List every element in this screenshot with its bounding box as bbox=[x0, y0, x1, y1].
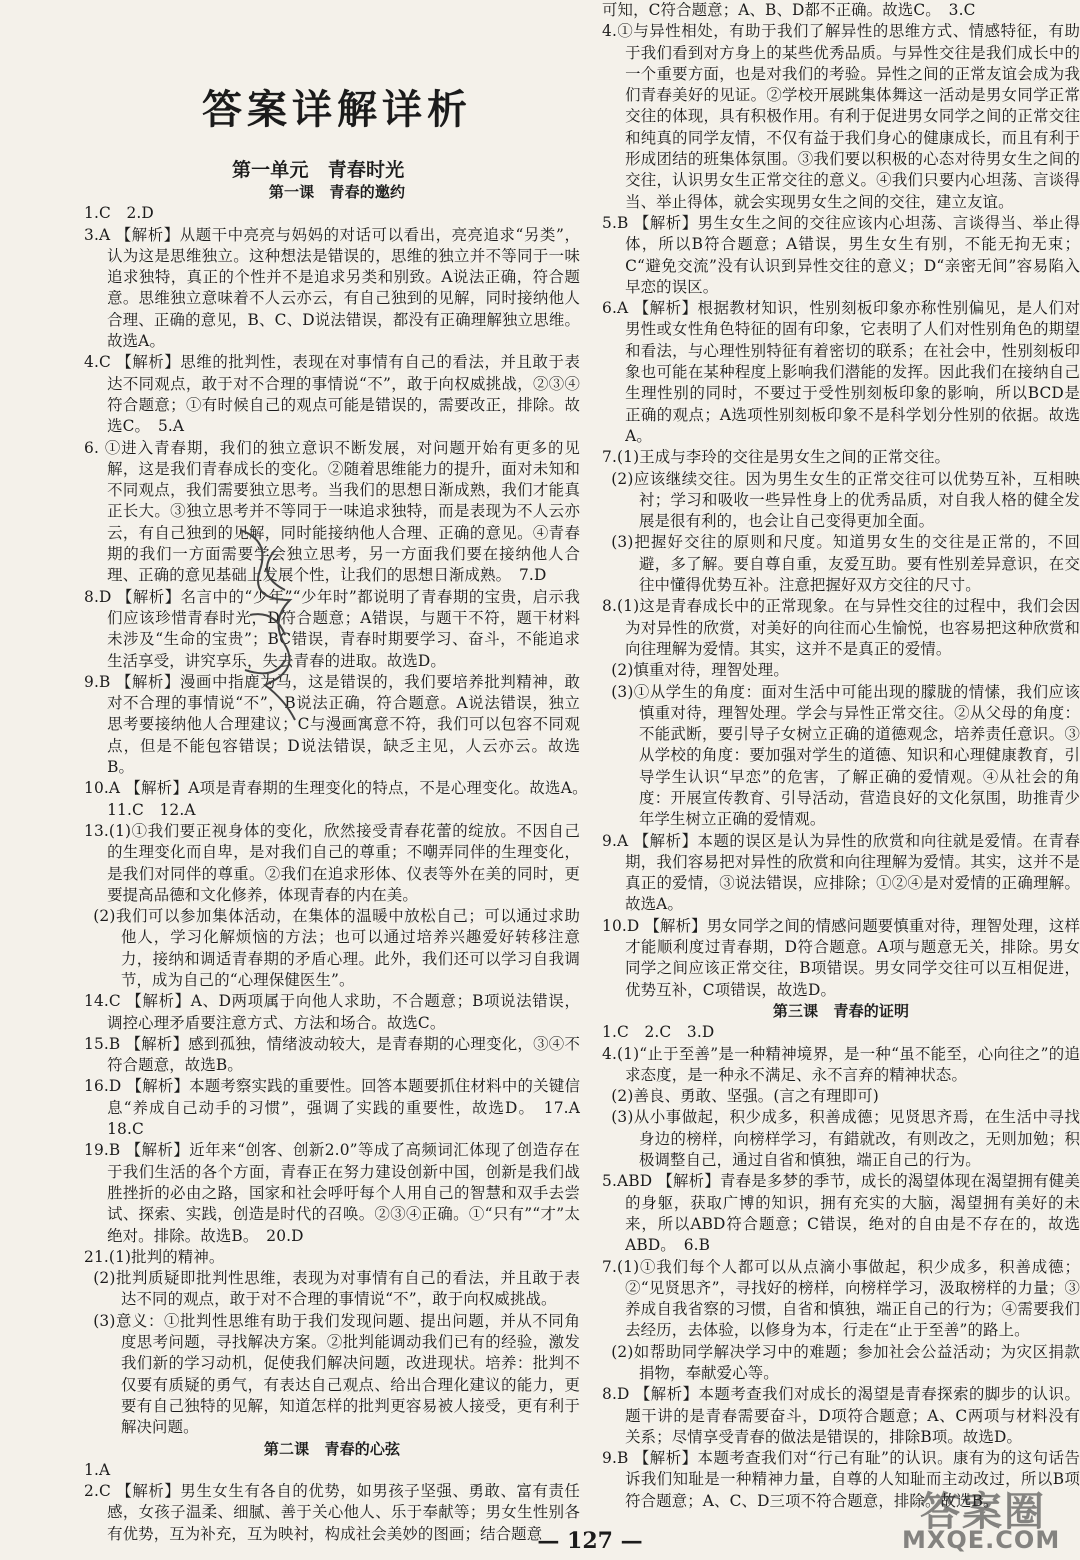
answer-item: (3)把握好交往的原则和尺度。知道男女生的交往是正常的，不回避，多了解。要自尊自重，友爱互助。要有性别差异意识，在交往中懂得优势互补。注意把握好双方交往的尺寸。 bbox=[611, 533, 1080, 595]
answer-item: 9.A 【解析】本题的误区是认为异性的欣赏和向往就是爱情。在青春期，我们容易把对异性的欣赏和向往理解为爱情。其实，这并不是真正的爱情，③说法错误，应排除；①②④是对爱情的正确理解。故选A。 bbox=[602, 831, 1080, 914]
answer-item: 9.B 【解析】漫画中指鹿为马，这是错误的，我们要培养批判精神，敢对不合理的事情说“不”，B说法正确，符合题意。A说法错误，独立思考要接纳他人合理建议；C与漫画寓意不符，我们可以包容不同观点，但是不能包容错误；D说法错误，缺乏主见，人云亦云。故选B。 bbox=[84, 672, 580, 777]
answer-item: 7.(1)①我们每个人都可以从点滴小事做起，积少成多，积善成德；②“见贤思齐”，寻找好的榜样，向榜样学习，汲取榜样的力量；③养成自我省察的习惯，自省和慎独，端正自己的行为；④需要我们去经历，去体验，以修身为本，行走在“止于至善”的路上。 bbox=[602, 1257, 1080, 1340]
handwritten-scribble bbox=[220, 520, 320, 730]
watermark-url: MXQE.COM bbox=[902, 1526, 1061, 1554]
page-number: — 127 — bbox=[537, 1528, 643, 1554]
lesson-1-answers bbox=[84, 203, 596, 1438]
answer-item: (2)善良、勇敢、坚强。(言之有理即可) bbox=[611, 1087, 879, 1106]
lesson-2-answers-continued bbox=[602, 0, 1080, 1001]
answer-item: (2)我们可以参加集体活动，在集体的温暖中放松自己；可以通过求助他人，学习化解烦恼的方法；也可以通过培养兴趣爱好转移注意力，接纳和调适青春期的矛盾心理。此外，我们还可以学习自我调节，成为自己的“心理保健医生”。 bbox=[93, 907, 580, 989]
answer-item: 2.C 【解析】男生女生有各自的优势，如男孩子坚强、勇敢、富有责任感，女孩子温柔、细腻、善于关心他人、乐于奉献等；男女生性别各有优势，互为补充，互为映衬，构成社会美妙的图画；结合题意 bbox=[84, 1482, 580, 1543]
answer-item: 14.C 【解析】A、D两项属于向他人求助，不合题意；B项说法错误，调控心理矛盾要注意方式、方法和场合。故选C。 bbox=[84, 992, 580, 1032]
answer-item: 16.D 【解析】本题考察实践的重要性。回答本题要抓住材料中的关键信息“养成自己动手的习惯”，强调了实践的重要性，故选D。 17.A 18.C bbox=[84, 1077, 596, 1139]
answer-item: 19.B 【解析】近年来“创客、创新2.0”等成了高频词汇体现了创造存在于我们生活的各个方面，青春正在努力建设创新中国，创新是我们战胜挫折的必由之路，国家和社会呼吁每个人用自己的智慧和双手去尝试、探索、实践，创造是时代的召唤。②③④正确。①“只有”“才”太绝对。排除。故选B。 20.D bbox=[84, 1141, 580, 1245]
answer-item: 10.A 【解析】A项是青春期的生理变化的特点，不是心理变化。故选A。 11.C 12.A bbox=[84, 779, 596, 819]
answer-item: 1.C 2.C 3.D bbox=[602, 1023, 715, 1042]
answer-item: 13.(1)①我们要正视身体的变化，欣然接受青春花蕾的绽放。不因自己的生理变化而自卑，是对我们自己的尊重；不嘲弄同伴的生理变化，是我们对同伴的尊重。②我们在追求形体、仪表等外在美的同时，更要提高品德和文化修养，体现青春的内在美。 bbox=[84, 821, 580, 904]
answer-item: 5.B 【解析】男生女生之间的交往应该内心坦荡、言谈得当、举止得体，所以B符合题意；A错误，男生女生有别，不能无拘无束；C“避免交流”没有认识到异性交往的意义；D“亲密无间”容易陷入早恋的误区。 bbox=[602, 213, 1080, 296]
right-column bbox=[602, 0, 1080, 1512]
answer-item: 8.(1)这是青春成长中的正常现象。在与异性交往的过程中，我们会因为对异性的欣赏，对美好的向往而心生愉悦，也容易把这种欣赏和向往理解为爱情。其实，这并不是真正的爱情。 bbox=[602, 597, 1080, 658]
watermark-logo bbox=[902, 1478, 1072, 1556]
answer-item: 5.ABD 【解析】青春是多梦的季节，成长的渴望体现在渴望拥有健美的身躯，获取广博的知识，拥有充实的大脑，渴望拥有美好的未来，所以ABD符合题意；C错误，绝对的自由是不存在的，故选ABD。 6.B bbox=[602, 1172, 1080, 1255]
lesson-3-answers bbox=[602, 1022, 1080, 1512]
answer-item: 1.A bbox=[84, 1460, 111, 1479]
answer-item: 21.(1)批判的精神。 bbox=[84, 1247, 225, 1266]
answer-item: (3)①从学生的角度：面对生活中可能出现的朦胧的情愫，我们应该慎重对待，理智处理。学会与异性正常交往。②从父母的角度：不能武断，要引导子女树立正确的道德观念，培养责任意识。③从学校的角度：要加强对学生的道德、知识和心理健康教育，引导学生认识“早恋”的危害，了解正确的爱情观。④从社会的角度：开展宣传教育、引导活动，营造良好的文化氛围，助推青少年学生树立正确的爱情观。 bbox=[611, 682, 1080, 829]
answer-item: 4.C 【解析】思维的批判性，表现在对事情有自己的看法，并且敢于表达不同观点，敢于对不合理的事情说“不”，敢于向权威挑战，②③④符合题意；①有时候自己的观点可能是错误的，需要改正，排除。故选C。 5.A bbox=[84, 353, 580, 436]
answer-item: (3)意义：①批判性思维有助于我们发现问题、提出问题，并从不同角度思考问题，寻找解决方案。②批判能调动我们已有的经验，激发我们新的学习动机，促使我们解决问题，改进现状。培养：批判不仅要有质疑的勇气，有表达自己观点、给出合理化建议的能力，更要有自己独特的见解，知道怎样的批判更容易被人接受，更有利于解决问题。 bbox=[93, 1311, 580, 1437]
page-title: 答案详解详析 bbox=[202, 86, 472, 133]
answer-item: 10.D 【解析】男女同学之间的情感问题要慎重对待，理智处理，这样才能顺利度过青春期，D符合题意。A项与题意无关，排除。男女同学之间应该正常交往，B项错误。男女同学交往可以互相促进，优势互补，C项错误，故选D。 bbox=[602, 916, 1080, 999]
lesson-title-1: 第一课 青春的邀约 bbox=[268, 183, 406, 201]
answer-item: 6.A 【解析】根据教材知识，性别刻板印象亦称性别偏见，是人们对男性或女性角色特征的固有印象，它表明了人们对性别角色的期望和看法，与心理性别特征有着密切的联系；在社会中，性别刻板印象也可能在某种程度上影响我们潜能的发挥。因此我们在接纳自己生理性别的同时，不要过于受性别刻板印象的影响，所以BCD是正确的观点；A选项性别刻板印象不是科学划分性别的依据。故选A。 bbox=[602, 299, 1080, 445]
answer-item: 4.①与异性相处，有助于我们了解异性的思维方式、情感特征，有助于我们看到对方身上的某些优秀品质。与异性交往是我们成长中的一个重要方面，也是对我们的考验。异性之间的正常友谊会成为我们青春美好的见证。②学校开展跳集体舞这一活动是男女同学正常交往的体现，具有积极作用。有利于促进男女同学之间的正常交往和纯真的同学友情，不仅有益于我们身心的健康成长，而且有利于形成团结的班集体氛围。③我们要以积极的心态对待男女生之间的交往，认识男女生正常交往的意义。④我们只要内心坦荡、言谈得当、举止得体，就会实现男女生之间的交往，建立友谊。 bbox=[602, 22, 1080, 211]
answer-item: 7.(1)王成与李玲的交往是男女生之间的正常交往。 bbox=[602, 448, 951, 467]
watermark-text: 答案圈 bbox=[920, 1489, 1046, 1535]
answer-item: (2)慎重对待，理智处理。 bbox=[611, 661, 789, 680]
answer-item: (2)如帮助同学解决学习中的难题；参加社会公益活动；为灾区捐款捐物，奉献爱心等。 bbox=[611, 1342, 1080, 1382]
unit-title: 第一单元 青春时光 bbox=[232, 159, 405, 181]
answer-item: (2)批判质疑即批判性思维，表现为对事情有自己的看法，并且敢于表达不同的观点，敢于对不合理的事情说“不”，敢于向权威挑战。 bbox=[93, 1269, 580, 1309]
lesson-title-2: 第二课 青春的心弦 bbox=[263, 1439, 401, 1458]
answer-item: 4.(1)“止于至善”是一种精神境界，是一种“虽不能至，心向往之”的追求态度，是一种永不满足、永不言弃的精神状态。 bbox=[602, 1044, 1080, 1084]
answer-item: 6. ①进入青春期，我们的独立意识不断发展，对问题开始有更多的见解，这是我们青春成长的变化。②随着思维能力的提升，面对未知和不同观点，我们需要独立思考。当我们的思想日渐成熟，我们才能真正长大。③独立思考并不等同于一味追求独特，而是表现为不人云亦云，有自己独到的见解，同时能接纳他人合理、正确的意见。④青春期的我们一方面需要学会独立思考，另一方面我们要在接纳他人合理、正确的意见基础上发展个性，让我们的思想日渐成熟。 7.D bbox=[84, 438, 580, 585]
answer-item: (3)从小事做起，积少成多，积善成德；见贤思齐焉，在生活中寻找身边的榜样，向榜样学习，有錯就改，有则改之，无则加勉；积极调整自己，通过自省和慎独，端正自己的行为。 bbox=[611, 1108, 1080, 1170]
answer-item: 3.A 【解析】从题干中亮亮与妈妈的对话可以看出，亮亮追求“另类”，认为这是思维独立。这种想法是错误的，思维的独立并不等同于一味追求独特，真正的个性并不是追求另类和别致。A说法正确，符合题意。思维独立意味着不人云亦云，有自己独到的见解，同时接纳他人合理、正确的意见，B、C、D说法错误，都没有正确理解独立思维。故选A。 bbox=[84, 225, 580, 351]
answer-item: 9.B 【解析】本题考查我们对“行己有耻”的认识。康有为的这句话告诉我们知耻是一种精神力量，自尊的人知耻而主动改过，所以B项符合题意；A、C、D三项不符合题意，排除。故选B。 bbox=[602, 1449, 1080, 1510]
left-column bbox=[84, 0, 596, 1545]
answer-item: (2)应该继续交往。因为男生女生的正常交往可以优势互补，互相映衬；学习和吸收一些异性身上的优秀品质，对自我人格的健全发展是很有利的，也会让自己变得更加全面。 bbox=[611, 469, 1080, 531]
answer-item: 8.D 【解析】名言中的“少年”“少年时”都说明了青春期的宝贵，启示我们应该珍惜青春时光，D符合题意；A错误，与题干不符，题干材料未涉及“生命的宝贵”；BC错误，青春时期要学习、奋斗，不能追求生活享受，讲究享乐，失去青春的进取。故选D。 bbox=[84, 587, 580, 670]
answer-item: 1.C 2.D bbox=[84, 204, 154, 223]
lesson-title-3: 第三课 青春的证明 bbox=[772, 1001, 910, 1020]
answer-item: 15.B 【解析】感到孤独，情绪波动较大，是青春期的心理变化，③④不符合题意，故选B。 bbox=[84, 1034, 580, 1075]
answer-item: 8.D 【解析】本题考查我们对成长的渴望是青春探索的脚步的认识。题干讲的是青春需要奋斗，D项符合题意；A、C两项与材料没有关系；尽情享受青春的做法是错误的，排除B项。故选D。 bbox=[602, 1385, 1080, 1446]
answer-item: 可知，C符合题意；A、B、D都不正确。故选C。 3.C bbox=[602, 1, 976, 19]
